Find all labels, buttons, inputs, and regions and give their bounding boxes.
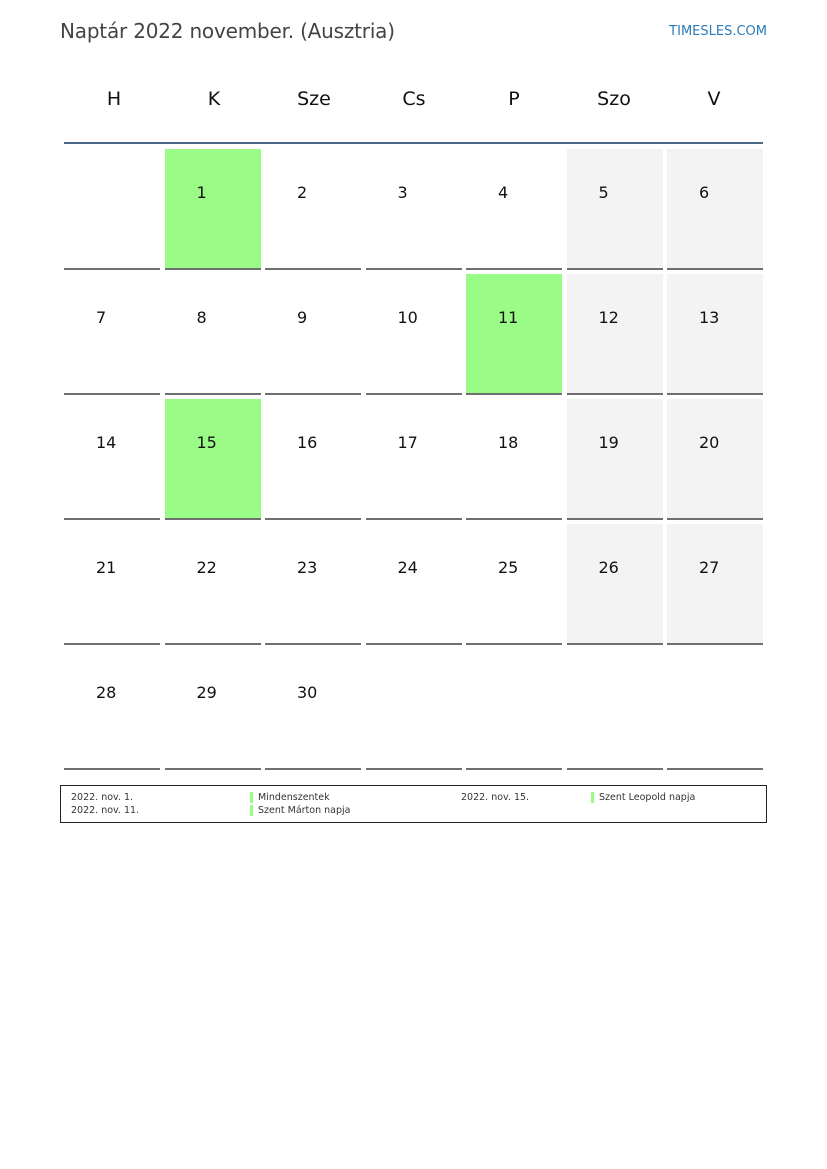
day-cell: [667, 399, 763, 520]
calendar-week: [64, 149, 763, 270]
legend-holiday-name: Szent Márton napja: [258, 805, 351, 816]
day-cell: [667, 274, 763, 395]
calendar-week: [64, 399, 763, 520]
brand-link[interactable]: TIMESLES.COM: [669, 24, 767, 39]
day-number: 25: [498, 558, 519, 577]
header-divider: [64, 142, 763, 144]
page-title: Naptár 2022 november. (Ausztria): [60, 19, 395, 43]
day-number: 11: [498, 308, 519, 327]
day-cell: [64, 399, 160, 520]
day-cell: [667, 524, 763, 645]
day-number: 13: [699, 308, 720, 327]
day-number: 29: [196, 683, 217, 702]
weekday-friday: P: [508, 88, 520, 110]
holiday-day-cell: [466, 274, 562, 395]
legend-date: 2022. nov. 1.: [71, 792, 134, 803]
weekday-thursday: Cs: [402, 88, 426, 110]
legend-holiday-name: Szent Leopold napja: [599, 792, 696, 803]
day-cell: [366, 399, 462, 520]
calendar-week: [64, 524, 763, 645]
day-number: 22: [196, 558, 217, 577]
day-number: 2: [297, 183, 308, 202]
holiday-day-cell: [165, 399, 261, 520]
day-number: 27: [699, 558, 720, 577]
day-cell: [567, 649, 663, 770]
day-cell: [265, 649, 361, 770]
day-number: 30: [297, 683, 318, 702]
legend-date: 2022. nov. 15.: [461, 792, 530, 803]
day-cell: [165, 649, 261, 770]
day-cell: [64, 524, 160, 645]
weekday-monday: H: [106, 88, 122, 110]
day-cell: [165, 274, 261, 395]
day-cell: [466, 399, 562, 520]
day-number: 16: [297, 433, 318, 452]
day-number: 24: [397, 558, 418, 577]
day-cell: [366, 149, 462, 270]
day-cell: [567, 399, 663, 520]
day-cell: [265, 399, 361, 520]
weekday-sunday: V: [707, 88, 721, 110]
holiday-color-marker: [250, 805, 253, 816]
day-cell: [165, 524, 261, 645]
day-cell: [667, 149, 763, 270]
legend-holiday-name: Mindenszentek: [258, 792, 330, 803]
day-number: 28: [96, 683, 117, 702]
day-number: 14: [96, 433, 117, 452]
day-number: 7: [96, 308, 107, 327]
day-cell: [567, 524, 663, 645]
day-cell: [265, 149, 361, 270]
day-cell: [64, 149, 160, 270]
day-cell: [466, 524, 562, 645]
calendar-week: [64, 649, 763, 770]
day-cell: [64, 274, 160, 395]
day-number: 12: [598, 308, 619, 327]
day-number: 20: [699, 433, 720, 452]
calendar-grid: [64, 149, 763, 774]
day-number: 6: [699, 183, 710, 202]
day-number: 4: [498, 183, 509, 202]
day-cell: [265, 524, 361, 645]
legend-date: 2022. nov. 11.: [71, 805, 140, 816]
day-number: 3: [397, 183, 408, 202]
day-number: 8: [196, 308, 207, 327]
day-number: 23: [297, 558, 318, 577]
day-number: 9: [297, 308, 308, 327]
calendar-week: [64, 274, 763, 395]
day-number: 10: [397, 308, 418, 327]
day-cell: [567, 274, 663, 395]
day-cell: [366, 524, 462, 645]
day-number: 19: [598, 433, 619, 452]
holiday-color-marker: [591, 792, 594, 803]
day-cell: [567, 149, 663, 270]
day-number: 1: [196, 183, 207, 202]
weekday-tuesday: K: [207, 88, 221, 110]
holiday-day-cell: [165, 149, 261, 270]
holiday-color-marker: [250, 792, 253, 803]
day-number: 5: [598, 183, 609, 202]
weekday-wednesday: Sze: [297, 88, 331, 110]
day-number: 21: [96, 558, 117, 577]
day-number: 17: [397, 433, 418, 452]
day-cell: [265, 274, 361, 395]
day-number: 15: [196, 433, 217, 452]
weekday-saturday: Szo: [597, 88, 631, 110]
day-cell: [64, 649, 160, 770]
day-cell: [366, 274, 462, 395]
day-number: 18: [498, 433, 519, 452]
holiday-legend: [60, 785, 767, 823]
day-cell: [466, 649, 562, 770]
day-number: 26: [598, 558, 619, 577]
weekday-header: [64, 88, 764, 120]
day-cell: [466, 149, 562, 270]
day-cell: [366, 649, 462, 770]
day-cell: [667, 649, 763, 770]
